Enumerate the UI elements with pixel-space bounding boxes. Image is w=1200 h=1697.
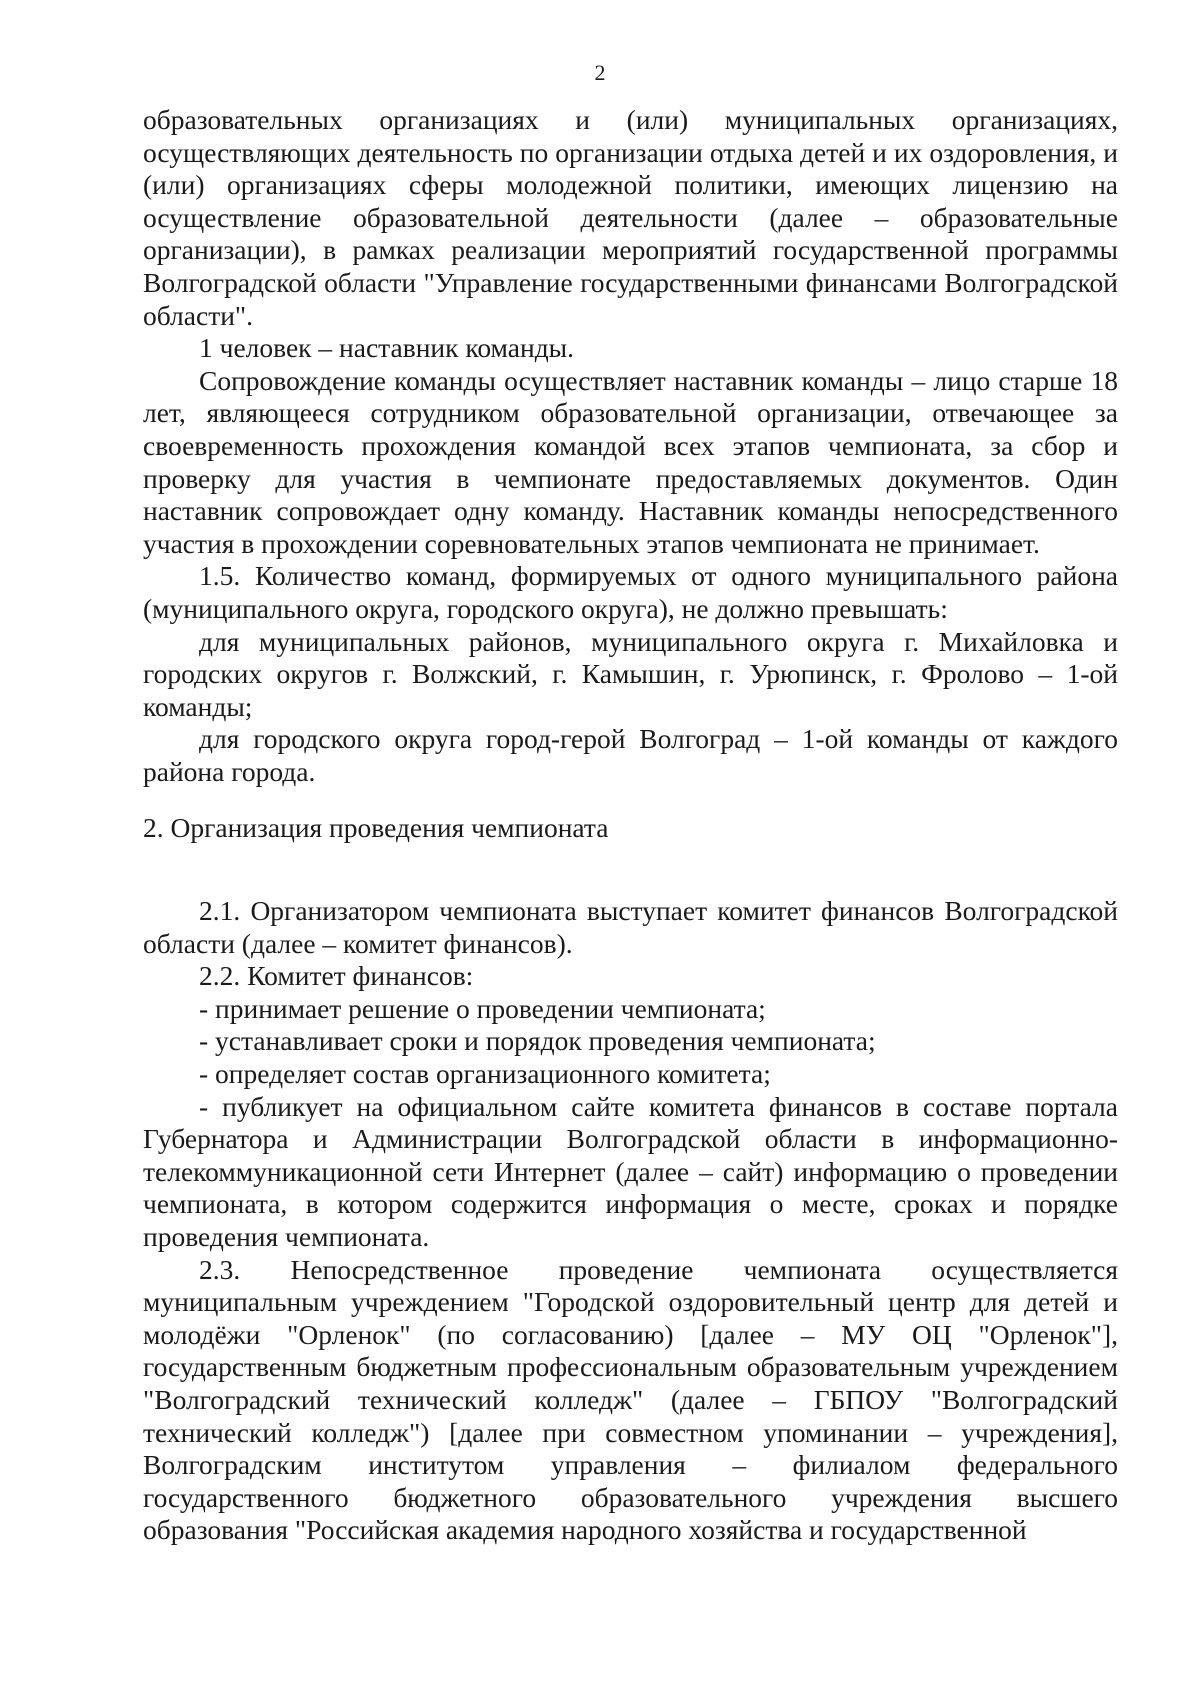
list-item: - определяет состав организационного комитета; — [199, 1058, 771, 1090]
list-item: - устанавливает сроки и порядок проведения чемпионата; — [199, 1025, 876, 1057]
paragraph-2-1: 2.1. Организатором чемпионата выступает комитет финансов Волгоградской области (далее – комитет финансов). — [143, 895, 1118, 959]
paragraph-volgograd-city: для городского округа город-герой Волгоград – 1-ой команды от каждого района города. — [143, 723, 1118, 787]
paragraph-continuation: образовательных организациях и (или) муниципальных организациях, осуществляющих деятельность по организации отдыха детей и их оздоровления, и (или) организациях сферы молодежной политики, имеющих лицензию на осуществление образовательной деятельности (далее – образовательные организации), в рамках реализации мероприятий государственной программы Волгоградской области "Управление государственными финансами Волгоградской области". — [143, 104, 1118, 331]
paragraph-2-2: 2.2. Комитет финансов: — [199, 960, 474, 992]
document-body — [143, 104, 1118, 1547]
section-heading: 2. Организация проведения чемпионата — [143, 812, 609, 844]
paragraph-2-3: 2.3. Непосредственное проведение чемпионата осуществляется муниципальным учреждением "Городской оздоровительный центр для детей и молодёжи "Орленок" (по согласованию) [далее – МУ ОЦ "Орленок"], государственным бюджетным профессиональным образовательным учреждением "Волгоградский технический колледж" (далее – ГБПОУ "Волгоградский технический колледж") [далее при совместном упоминании – учреждения], Волгоградским институтом управления – филиалом федерального государственного бюджетного образовательного учреждения высшего образования "Российская академия народного хозяйства и государственной — [143, 1253, 1118, 1546]
paragraph-1-5: 1.5. Количество команд, формируемых от одного муниципального района (муниципального округа, городского округа), не должно превышать: — [143, 560, 1118, 624]
paragraph-municipal-districts: для муниципальных районов, муниципального округа г. Михайловка и городских округов г. Волжский, г. Камышин, г. Урюпинск, г. Фролово – 1-ой команды; — [143, 625, 1118, 722]
page-number: 2 — [594, 60, 606, 85]
paragraph-mentor-duties: Сопровождение команды осуществляет наставник команды – лицо старше 18 лет, являющееся сотрудником образовательной организации, отвечающее за своевременность прохождения командой всех этапов чемпионата, за сбор и проверку для участия в чемпионате предоставляемых документов. Один наставник сопровождает одну команду. Наставник команды непосредственного участия в прохождении соревновательных этапов чемпионата не принимает. — [143, 364, 1118, 559]
list-item: - принимает решение о проведении чемпионата; — [199, 992, 766, 1024]
list-item: - публикует на официальном сайте комитета финансов в составе портала Губернатора и Администрации Волгоградской области в информационно-телекоммуникационной сети Интернет (далее – сайт) информацию о проведении чемпионата, в котором содержится информация о месте, сроках и порядке проведения чемпионата. — [143, 1090, 1118, 1252]
paragraph-mentor-count: 1 человек – наставник команды. — [199, 332, 575, 364]
